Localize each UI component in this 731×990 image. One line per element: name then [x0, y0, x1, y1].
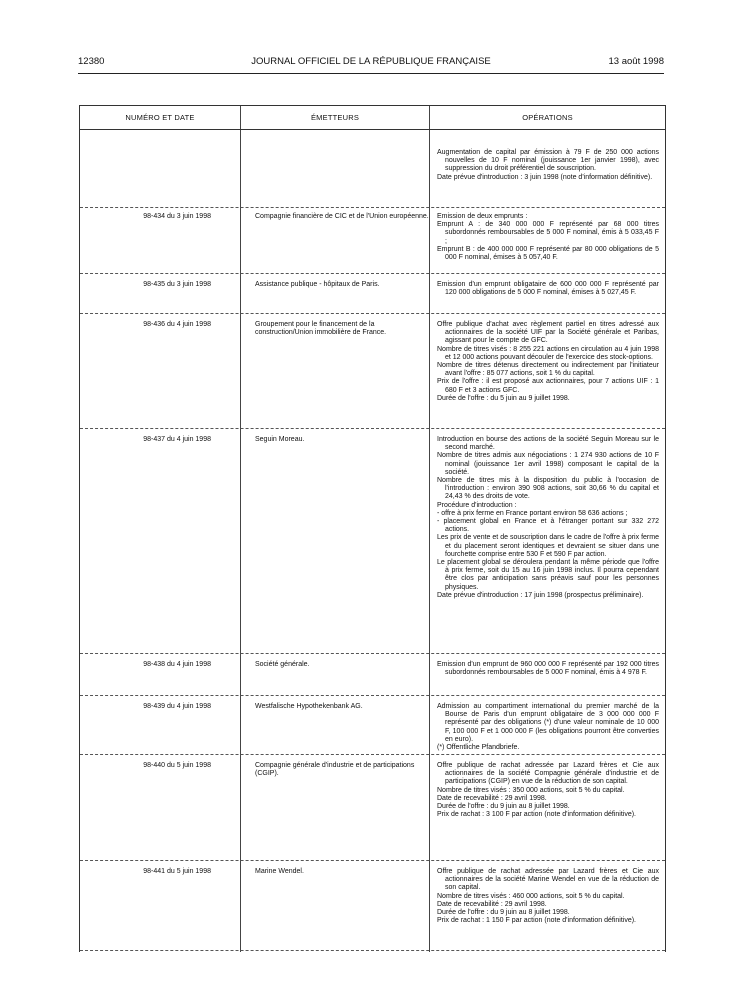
operation-line: Offre publique de rachat adressée par Lazard frères et Cie aux actionnaires de la société Compagnie générale d'industrie et de participations (CGIP) en vue de la réduction de son capital. [437, 762, 659, 786]
operation-line: Durée de l'offre : du 9 juin au 8 juillet 1998. [437, 909, 570, 917]
emetteur-cell: Compagnie générale d'industrie et de participations (CGIP). [255, 762, 415, 778]
column-header-emetteurs: ÉMETTEURS [310, 113, 360, 122]
operation-line: Emission d'un emprunt de 960 000 000 F représenté par 192 000 titres subordonnés remboursables de 5 000 F nominal, émis à 4 978 F. [437, 661, 659, 677]
table-row [80, 130, 665, 208]
table-row [80, 654, 665, 696]
operation-line: Durée de l'offre : du 9 juin au 8 juillet 1998. [437, 803, 570, 811]
operation-line: Le placement global se déroulera pendant la même période que l'offre à prix ferme, soit du 15 au 16 juin 1998 inclus. Il pourra cependant être clos par anticipation sans préavis sauf pour les personnes physiques. [437, 559, 659, 591]
operations-cell [437, 661, 659, 677]
emetteur-cell: Société générale. [255, 661, 310, 668]
table-row [80, 696, 665, 755]
numero-cell: 98-435 du 3 juin 1998 [143, 281, 211, 288]
numero-cell: 98-434 du 3 juin 1998 [143, 213, 211, 220]
operation-line: Les prix de vente et de souscription dans le cadre de l'offre à prix ferme et du placement seront identiques et devraient se situer dans une fourchette comprise entre 530 F et 590 F par action. [437, 534, 659, 558]
operation-line: Nombre de titres visés : 350 000 actions, soit 5 % du capital. [437, 786, 625, 794]
operations-cell [437, 321, 659, 403]
operation-line: Nombre de titres visés : 8 255 221 actions en circulation au 4 juin 1998 et 12 000 actions pouvant découler de l'exercice des stock-options. [437, 345, 659, 361]
emetteur-cell: Groupement pour le financement de la construction/Union immobilière de France. [255, 321, 387, 337]
operation-line: - placement global en France et à l'étranger portant sur 332 272 actions. [437, 518, 659, 534]
emetteur-cell: Marine Wendel. [255, 868, 304, 875]
operation-line: Nombre de titres détenus directement ou indirectement par l'initiateur avant l'offre : 85 077 actions, soit 1 % du capital. [437, 362, 659, 378]
operation-line: Emission d'un emprunt obligataire de 600 000 000 F représenté par 120 000 obligations de 5 000 F nominal, émises à 5 027,45 F. [437, 281, 659, 297]
operation-line: Emprunt B : de 400 000 000 F représenté par 80 000 obligations de 5 000 F nominal, émises à 5 057,40 F. [437, 245, 659, 262]
operation-line: Emprunt A : de 340 000 000 F représenté par 68 000 titres subordonnés remboursables de 5 000 F nominal, émis à 5 033,45 F ; [437, 221, 659, 245]
page-number: 12380 [78, 56, 105, 67]
operations-cell [437, 281, 659, 297]
operations-cell [437, 213, 659, 262]
operations-cell [437, 868, 659, 925]
table-row [80, 274, 665, 314]
column-header-operations: OPÉRATIONS [522, 113, 573, 122]
operation-line: Offre publique de rachat adressée par Lazard frères et Cie aux actionnaires de la société Marine Wendel en vue de la réduction de son capital. [437, 868, 659, 892]
operation-line: Date prévue d'introduction : 17 juin 1998 (prospectus préliminaire). [437, 591, 644, 599]
table-row [80, 314, 665, 429]
operation-line: Admission au compartiment international du premier marché de la Bourse de Paris d'un emprunt obligataire de 3 000 000 000 F représenté par des obligations (*) d'une valeur nominale de 10 000 F, 100 000 F et 1 000 000 F (les obligations pourront être converties en euro). [437, 703, 659, 743]
issue-date: 13 août 1998 [608, 56, 664, 67]
operations-cell [437, 703, 659, 752]
operation-line: Emission de deux emprunts : [437, 213, 528, 220]
table-header [80, 106, 665, 130]
numero-cell: 98-437 du 4 juin 1998 [143, 436, 211, 443]
column-header-numero: NUMÉRO ET DATE [125, 113, 195, 122]
numero-cell: 98-440 du 5 juin 1998 [143, 762, 211, 769]
operation-line: Prix de l'offre : il est proposé aux actionnaires, pour 7 actions UIF : 1 680 F et 3 actions GFC. [437, 378, 659, 394]
table-row [80, 755, 665, 861]
row-separator [80, 950, 665, 951]
operation-line: - offre à prix ferme en France portant environ 58 636 actions ; [437, 509, 628, 517]
journal-title: JOURNAL OFFICIEL DE LA RÉPUBLIQUE FRANÇAISE [251, 56, 491, 67]
numero-cell: 98-441 du 5 juin 1998 [143, 868, 211, 875]
numero-cell: 98-438 du 4 juin 1998 [143, 661, 211, 668]
emetteur-cell: Westfalische Hypothekenbank AG. [255, 703, 363, 710]
operation-line: Date de recevabilité : 29 avril 1998. [437, 794, 547, 802]
emetteur-cell: Assistance publique - hôpitaux de Paris. [255, 281, 380, 288]
operation-line: Durée de l'offre : du 5 juin au 9 juillet 1998. [437, 394, 570, 402]
operation-line: Nombre de titres visés : 460 000 actions, soit 5 % du capital. [437, 892, 625, 900]
header-rule [78, 73, 664, 74]
operation-line: Offre publique d'achat avec règlement partiel en titres adressé aux actionnaires de la société UIF par la Société générale et Paribas, agissant pour le compte de GFC. [437, 321, 659, 345]
operation-line: Prix de rachat : 3 100 F par action (note d'information définitive). [437, 811, 636, 819]
operation-line: Date de recevabilité : 29 avril 1998. [437, 900, 547, 908]
operation-line: Nombre de titres admis aux négociations : 1 274 930 actions de 10 F nominal (jouissance 1er avril 1998) composant le capital de la société. [437, 452, 659, 476]
emetteur-cell: Compagnie financière de CIC et de l'Union européenne. [255, 213, 429, 220]
operation-line: (*) Offentliche Pfandbriefe. [437, 744, 520, 752]
emetteur-cell: Seguin Moreau. [255, 436, 305, 443]
operation-line: Procédure d'introduction : [437, 501, 517, 509]
operation-line: Augmentation de capital par émission à 79 F de 250 000 actions nouvelles de 10 F nominal (jouissance 1er janvier 1998), avec suppression du droit préférentiel de souscription. [437, 149, 659, 173]
operation-line: Nombre de titres mis à la disposition du public à l'occasion de l'introduction : environ 390 908 actions, soit 30,66 % du capital et 24,43 % des droits de vote. [437, 477, 659, 501]
operations-cell [437, 436, 659, 600]
operations-cell [437, 149, 659, 182]
numero-cell: 98-436 du 4 juin 1998 [143, 321, 211, 328]
operations-cell [437, 762, 659, 819]
page-header [78, 56, 664, 70]
operation-line: Prix de rachat : 1 150 F par action (note d'information définitive). [437, 917, 636, 925]
operation-line: Introduction en bourse des actions de la société Seguin Moreau sur le second marché. [437, 436, 659, 452]
table-row [80, 861, 665, 951]
table-row [80, 429, 665, 654]
numero-cell: 98-439 du 4 juin 1998 [143, 703, 211, 710]
table-row [80, 208, 665, 274]
operation-line: Date prévue d'introduction : 3 juin 1998 (note d'information définitive). [437, 173, 653, 181]
operations-table [79, 105, 666, 952]
